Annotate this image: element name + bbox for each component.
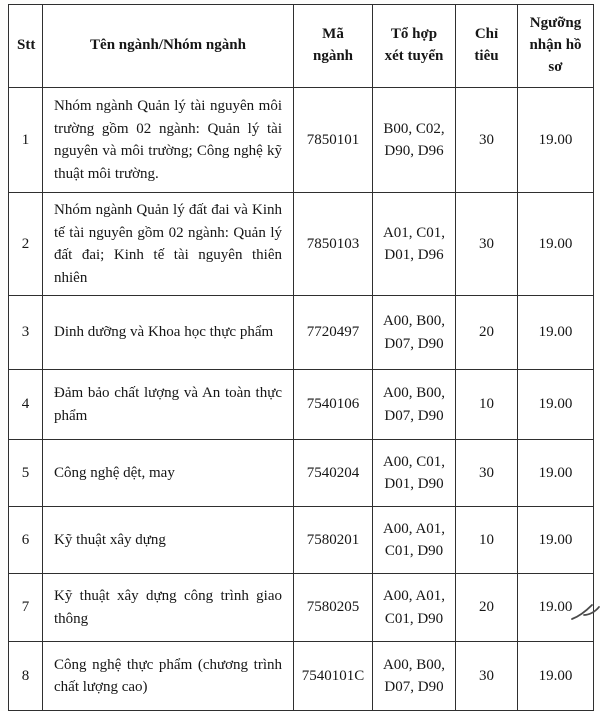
program-code-cell: 7540101C — [294, 642, 373, 711]
exam-combos-cell: A00, C01, D01, D90 — [373, 440, 456, 507]
threshold-cell: 19.00 — [518, 296, 594, 370]
table-row — [9, 193, 594, 296]
threshold-cell: 19.00 — [518, 440, 594, 507]
program-name-cell: Công nghệ dệt, may — [43, 440, 294, 507]
exam-combos-cell: A00, B00, D07, D90 — [373, 642, 456, 711]
exam-combos-cell: A01, C01, D01, D96 — [373, 193, 456, 296]
exam-combos-cell: A00, B00, D07, D90 — [373, 296, 456, 370]
table-row — [9, 642, 594, 711]
quota-cell: 30 — [456, 642, 518, 711]
exam-combos-cell: B00, C02, D90, D96 — [373, 88, 456, 193]
table-row — [9, 574, 594, 642]
row-number-cell: 4 — [9, 370, 43, 440]
table-row — [9, 296, 594, 370]
table-row — [9, 507, 594, 574]
quota-cell: 30 — [456, 88, 518, 193]
header-threshold: Ngưỡng nhận hồ sơ — [518, 5, 594, 88]
quota-cell: 20 — [456, 574, 518, 642]
program-name-cell: Kỹ thuật xây dựng công trình giao thông — [43, 574, 294, 642]
exam-combos-cell: A00, A01, C01, D90 — [373, 574, 456, 642]
exam-combos-cell: A00, B00, D07, D90 — [373, 370, 456, 440]
row-number-cell: 5 — [9, 440, 43, 507]
header-exam-combos: Tổ hợp xét tuyển — [373, 5, 456, 88]
pen-stroke-mark — [570, 602, 600, 620]
program-code-cell: 7850101 — [294, 88, 373, 193]
program-code-cell: 7720497 — [294, 296, 373, 370]
header-quota: Chỉ tiêu — [456, 5, 518, 88]
quota-cell: 30 — [456, 193, 518, 296]
threshold-cell: 19.00 — [518, 642, 594, 711]
program-name-cell: Nhóm ngành Quản lý tài nguyên môi trường gồm 02 ngành: Quản lý tài nguyên và môi trường; Công nghệ kỹ thuật môi trường. — [43, 88, 294, 193]
quota-cell: 20 — [456, 296, 518, 370]
program-name-cell: Kỹ thuật xây dựng — [43, 507, 294, 574]
quota-cell: 10 — [456, 370, 518, 440]
threshold-cell: 19.00 — [518, 507, 594, 574]
row-number-cell: 1 — [9, 88, 43, 193]
program-code-cell: 7540204 — [294, 440, 373, 507]
row-number-cell: 7 — [9, 574, 43, 642]
program-name-cell: Dinh dưỡng và Khoa học thực phẩm — [43, 296, 294, 370]
exam-combos-cell: A00, A01, C01, D90 — [373, 507, 456, 574]
row-number-cell: 6 — [9, 507, 43, 574]
table-row — [9, 370, 594, 440]
table-row — [9, 440, 594, 507]
header-stt: Stt — [9, 5, 43, 88]
program-code-cell: 7540106 — [294, 370, 373, 440]
threshold-cell: 19.00 — [518, 193, 594, 296]
row-number-cell: 8 — [9, 642, 43, 711]
threshold-cell: 19.00 — [518, 574, 594, 642]
admission-table — [8, 4, 594, 711]
table-row — [9, 88, 594, 193]
row-number-cell: 3 — [9, 296, 43, 370]
program-code-cell: 7580205 — [294, 574, 373, 642]
program-code-cell: 7850103 — [294, 193, 373, 296]
program-name-cell: Đảm bảo chất lượng và An toàn thực phẩm — [43, 370, 294, 440]
table-body — [9, 88, 594, 711]
header-program-code: Mã ngành — [294, 5, 373, 88]
program-name-cell: Nhóm ngành Quản lý đất đai và Kinh tế tài nguyên gồm 02 ngành: Quản lý đất đai; Kinh tế tài nguyên thiên nhiên — [43, 193, 294, 296]
quota-cell: 30 — [456, 440, 518, 507]
threshold-cell: 19.00 — [518, 370, 594, 440]
program-name-cell: Công nghệ thực phẩm (chương trình chất lượng cao) — [43, 642, 294, 711]
row-number-cell: 2 — [9, 193, 43, 296]
header-program-name: Tên ngành/Nhóm ngành — [43, 5, 294, 88]
table-header-row — [9, 5, 594, 88]
threshold-cell: 19.00 — [518, 88, 594, 193]
quota-cell: 10 — [456, 507, 518, 574]
program-code-cell: 7580201 — [294, 507, 373, 574]
